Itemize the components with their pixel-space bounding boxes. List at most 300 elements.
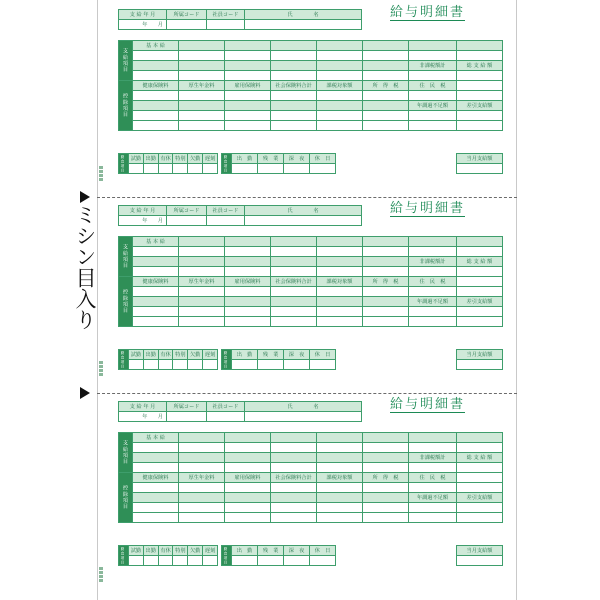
item-label	[225, 61, 271, 71]
value-cell	[179, 483, 225, 493]
value-cell	[409, 287, 457, 297]
header-cell: 社員コード	[207, 402, 245, 412]
item-label	[317, 61, 363, 71]
deduction-header: 雇用保険料	[225, 277, 271, 287]
value-cell	[143, 164, 158, 174]
value-cell	[203, 360, 218, 370]
item-label	[271, 101, 317, 111]
value-cell	[409, 483, 457, 493]
value-cell	[363, 483, 409, 493]
item-label	[271, 493, 317, 503]
value-cell	[179, 503, 225, 513]
attendance-header: 出勤	[143, 154, 158, 164]
attendance-header: 特別	[173, 350, 188, 360]
nontaxable-total-label: 非課税額計	[409, 453, 457, 463]
attendance-header: 有休	[158, 154, 173, 164]
deduction-header: 住 民 税	[409, 81, 457, 91]
value-cell	[317, 463, 363, 473]
value-cell	[317, 307, 363, 317]
value-cell	[271, 71, 317, 81]
value-cell	[409, 513, 457, 523]
value-cell	[457, 317, 503, 327]
value-cell	[409, 71, 457, 81]
deduction-header: 所 得 税	[363, 473, 409, 483]
payslip	[0, 196, 600, 391]
item-label	[133, 493, 179, 503]
deduction-header: 課税対象額	[317, 473, 363, 483]
value-cell	[310, 556, 336, 566]
value-cell	[363, 267, 409, 277]
attendance-header: 残 業	[258, 546, 284, 556]
item-label	[317, 101, 363, 111]
value-cell	[271, 267, 317, 277]
header-cell: 氏 名	[245, 402, 362, 412]
item-label	[363, 101, 409, 111]
value-cell	[133, 443, 179, 453]
value-cell	[317, 317, 363, 327]
attendance-header: 特別	[173, 546, 188, 556]
deduction-header: 社会保険料合計	[271, 277, 317, 287]
value-cell	[457, 473, 503, 483]
item-label	[179, 257, 225, 267]
value-cell	[173, 360, 188, 370]
item-label	[225, 493, 271, 503]
value-cell	[409, 91, 457, 101]
item-label	[179, 433, 225, 443]
deduction-header: 所 得 税	[363, 81, 409, 91]
deduction-header: 社会保険料合計	[271, 81, 317, 91]
month-label: 月	[157, 414, 163, 420]
value-cell	[363, 121, 409, 131]
value-cell	[409, 503, 457, 513]
value-cell	[173, 556, 188, 566]
value-cell	[179, 463, 225, 473]
header-cell: 所属コード	[167, 10, 207, 20]
value-cell	[317, 121, 363, 131]
value-cell	[363, 91, 409, 101]
value-cell	[363, 317, 409, 327]
value-cell	[271, 287, 317, 297]
item-label	[179, 297, 225, 307]
value-cell	[179, 317, 225, 327]
attendance-header: 出 勤	[232, 154, 258, 164]
value-cell	[225, 121, 271, 131]
value-cell	[129, 164, 144, 174]
year-label: 年	[142, 218, 148, 224]
input-cell	[207, 412, 245, 422]
item-label	[225, 433, 271, 443]
value-cell	[225, 71, 271, 81]
attendance-days-table	[118, 349, 218, 370]
value-cell	[457, 111, 503, 121]
slip-title: 給与明細書	[390, 201, 466, 216]
deduction-header: 住 民 税	[409, 473, 457, 483]
value-cell	[133, 307, 179, 317]
item-label	[133, 297, 179, 307]
value-cell	[457, 556, 503, 566]
value-cell	[158, 164, 173, 174]
value-cell	[457, 267, 503, 277]
payslip	[0, 392, 600, 587]
header-cell: 社員コード	[207, 206, 245, 216]
slip-title: 給与明細書	[390, 397, 466, 412]
value-cell	[457, 247, 503, 257]
item-label	[409, 433, 457, 443]
value-cell	[143, 360, 158, 370]
value-cell	[284, 556, 310, 566]
payment-section-label: 支給項目	[119, 433, 133, 473]
year-label: 年	[142, 414, 148, 420]
year-end-adjustment-label: 年調過不足額	[409, 493, 457, 503]
deduction-header: 健康保険料	[133, 81, 179, 91]
value-cell	[258, 556, 284, 566]
attendance-hours-table	[221, 153, 336, 174]
value-cell	[310, 164, 336, 174]
attendance-header: 深 夜	[284, 154, 310, 164]
attendance-header: 欠勤	[188, 154, 203, 164]
item-label	[225, 453, 271, 463]
value-cell	[179, 247, 225, 257]
item-label	[363, 433, 409, 443]
value-cell	[179, 287, 225, 297]
value-cell	[143, 556, 158, 566]
value-cell	[225, 287, 271, 297]
year-month-cell	[119, 216, 167, 226]
input-cell	[167, 20, 207, 30]
value-cell	[258, 360, 284, 370]
deduction-section-label: 控除項目	[119, 81, 133, 131]
header-cell: 社員コード	[207, 10, 245, 20]
input-cell	[245, 412, 362, 422]
value-cell	[179, 513, 225, 523]
input-cell	[245, 20, 362, 30]
value-cell	[133, 121, 179, 131]
item-label	[133, 257, 179, 267]
value-cell	[133, 51, 179, 61]
value-cell	[158, 556, 173, 566]
value-cell	[133, 91, 179, 101]
value-cell	[409, 317, 457, 327]
value-cell	[363, 307, 409, 317]
value-cell	[409, 307, 457, 317]
value-cell	[457, 483, 503, 493]
monthly-pay-label: 当月支給額	[457, 350, 503, 360]
item-label	[271, 257, 317, 267]
header-cell: 氏 名	[245, 206, 362, 216]
attendance-header: 出勤	[143, 350, 158, 360]
deduction-header: 所 得 税	[363, 277, 409, 287]
item-label	[225, 257, 271, 267]
base-salary-label: 基 本 給	[133, 41, 179, 51]
header-cell: 所属コード	[167, 206, 207, 216]
value-cell	[271, 463, 317, 473]
value-cell	[179, 91, 225, 101]
item-label	[225, 41, 271, 51]
value-cell	[188, 360, 203, 370]
item-label	[317, 493, 363, 503]
deduction-header: 社会保険料合計	[271, 473, 317, 483]
header-table	[118, 9, 362, 30]
attendance-header: 出 勤	[232, 546, 258, 556]
value-cell	[457, 91, 503, 101]
value-cell	[203, 556, 218, 566]
item-label	[225, 237, 271, 247]
deduction-header: 厚生年金料	[179, 277, 225, 287]
attendance-header: 欠勤	[188, 350, 203, 360]
value-cell	[409, 111, 457, 121]
value-cell	[232, 164, 258, 174]
item-label	[271, 61, 317, 71]
value-cell	[317, 71, 363, 81]
value-cell	[225, 91, 271, 101]
value-cell	[317, 443, 363, 453]
item-label	[179, 493, 225, 503]
item-label	[317, 453, 363, 463]
gross-pay-label: 総 支 給 額	[457, 453, 503, 463]
value-cell	[457, 463, 503, 473]
nontaxable-total-label: 非課税額計	[409, 61, 457, 71]
header-cell: 氏 名	[245, 10, 362, 20]
deduction-header: 厚生年金料	[179, 473, 225, 483]
attendance-section-label: 勤怠項目	[222, 350, 232, 370]
value-cell	[363, 247, 409, 257]
attendance-header: 出勤	[143, 546, 158, 556]
header-cell: 所属コード	[167, 402, 207, 412]
attendance-header: 有休	[158, 546, 173, 556]
attendance-header: 残 業	[258, 350, 284, 360]
value-cell	[133, 247, 179, 257]
attendance-header: 特別	[173, 154, 188, 164]
value-cell	[409, 51, 457, 61]
value-cell	[232, 360, 258, 370]
value-cell	[457, 81, 503, 91]
nontaxable-total-label: 非課税額計	[409, 257, 457, 267]
value-cell	[409, 247, 457, 257]
value-cell	[317, 91, 363, 101]
value-cell	[225, 307, 271, 317]
main-table	[118, 432, 503, 523]
item-label	[179, 101, 225, 111]
value-cell	[179, 307, 225, 317]
value-cell	[457, 71, 503, 81]
value-cell	[457, 503, 503, 513]
value-cell	[457, 360, 503, 370]
item-label	[363, 41, 409, 51]
attendance-header: 試勤	[129, 546, 144, 556]
attendance-days-table	[118, 153, 218, 174]
item-label	[271, 433, 317, 443]
value-cell	[129, 556, 144, 566]
value-cell	[179, 121, 225, 131]
value-cell	[133, 287, 179, 297]
attendance-section-label: 勤怠項目	[119, 350, 129, 370]
value-cell	[179, 71, 225, 81]
value-cell	[317, 287, 363, 297]
value-cell	[271, 247, 317, 257]
header-table	[118, 205, 362, 226]
item-label	[271, 297, 317, 307]
value-cell	[203, 164, 218, 174]
value-cell	[363, 463, 409, 473]
attendance-header: 休 日	[310, 154, 336, 164]
value-cell	[133, 317, 179, 327]
deduction-header: 厚生年金料	[179, 81, 225, 91]
value-cell	[158, 360, 173, 370]
attendance-header: 遅刻	[203, 154, 218, 164]
header-cell: 支 給 年 月	[119, 206, 167, 216]
value-cell	[271, 483, 317, 493]
payslip	[0, 0, 600, 195]
attendance-section-label: 勤怠項目	[222, 546, 232, 566]
year-label: 年	[142, 22, 148, 28]
value-cell	[225, 513, 271, 523]
value-cell	[225, 463, 271, 473]
value-cell	[271, 317, 317, 327]
base-salary-label: 基 本 給	[133, 433, 179, 443]
header-cell: 支 給 年 月	[119, 10, 167, 20]
value-cell	[129, 360, 144, 370]
attendance-header: 試勤	[129, 154, 144, 164]
deduction-header: 健康保険料	[133, 473, 179, 483]
value-cell	[317, 51, 363, 61]
value-cell	[363, 71, 409, 81]
input-cell	[207, 20, 245, 30]
value-cell	[188, 556, 203, 566]
value-cell	[317, 483, 363, 493]
value-cell	[271, 121, 317, 131]
value-cell	[188, 164, 203, 174]
item-label	[317, 433, 363, 443]
item-label	[179, 41, 225, 51]
net-pay-label: 差引支給額	[457, 101, 503, 111]
value-cell	[271, 443, 317, 453]
item-label	[457, 433, 503, 443]
attendance-header: 深 夜	[284, 546, 310, 556]
value-cell	[133, 513, 179, 523]
year-end-adjustment-label: 年調過不足額	[409, 297, 457, 307]
item-label	[133, 453, 179, 463]
value-cell	[317, 503, 363, 513]
deduction-header: 課税対象額	[317, 81, 363, 91]
deduction-header: 健康保険料	[133, 277, 179, 287]
item-label	[363, 453, 409, 463]
attendance-hours-table	[221, 545, 336, 566]
payment-section-label: 支給項目	[119, 237, 133, 277]
attendance-header: 有休	[158, 350, 173, 360]
value-cell	[225, 267, 271, 277]
value-cell	[225, 503, 271, 513]
deduction-header: 雇用保険料	[225, 81, 271, 91]
item-label	[133, 61, 179, 71]
item-label	[363, 493, 409, 503]
attendance-section-label: 勤怠項目	[222, 154, 232, 174]
value-cell	[271, 513, 317, 523]
value-cell	[271, 307, 317, 317]
value-cell	[179, 267, 225, 277]
item-label	[409, 237, 457, 247]
value-cell	[457, 121, 503, 131]
value-cell	[271, 503, 317, 513]
input-cell	[167, 216, 207, 226]
item-label	[317, 257, 363, 267]
value-cell	[457, 307, 503, 317]
header-table	[118, 401, 362, 422]
item-label	[133, 101, 179, 111]
value-cell	[457, 287, 503, 297]
main-table	[118, 236, 503, 327]
item-label	[271, 453, 317, 463]
value-cell	[317, 267, 363, 277]
value-cell	[457, 513, 503, 523]
month-label: 月	[157, 218, 163, 224]
attendance-header: 休 日	[310, 350, 336, 360]
monthly-pay-table	[456, 153, 503, 174]
attendance-hours-table	[221, 349, 336, 370]
value-cell	[363, 513, 409, 523]
attendance-header: 残 業	[258, 154, 284, 164]
value-cell	[225, 317, 271, 327]
attendance-header: 出 勤	[232, 350, 258, 360]
value-cell	[271, 91, 317, 101]
value-cell	[179, 111, 225, 121]
value-cell	[173, 164, 188, 174]
attendance-section-label: 勤怠項目	[119, 546, 129, 566]
value-cell	[409, 443, 457, 453]
attendance-header: 深 夜	[284, 350, 310, 360]
item-label	[317, 237, 363, 247]
item-label	[179, 61, 225, 71]
item-label	[179, 237, 225, 247]
value-cell	[284, 164, 310, 174]
item-label	[409, 41, 457, 51]
item-label	[363, 61, 409, 71]
attendance-header: 休 日	[310, 546, 336, 556]
monthly-pay-table	[456, 349, 503, 370]
item-label	[317, 297, 363, 307]
value-cell	[457, 443, 503, 453]
perforation-label: ミシン目入り	[73, 204, 97, 330]
year-end-adjustment-label: 年調過不足額	[409, 101, 457, 111]
input-cell	[245, 216, 362, 226]
deduction-header: 雇用保険料	[225, 473, 271, 483]
year-month-cell	[119, 412, 167, 422]
monthly-pay-label: 当月支給額	[457, 154, 503, 164]
month-label: 月	[157, 22, 163, 28]
value-cell	[133, 483, 179, 493]
value-cell	[271, 111, 317, 121]
item-label	[271, 237, 317, 247]
gross-pay-label: 総 支 給 額	[457, 257, 503, 267]
attendance-header: 遅刻	[203, 350, 218, 360]
value-cell	[133, 71, 179, 81]
input-cell	[167, 412, 207, 422]
item-label	[179, 453, 225, 463]
item-label	[363, 297, 409, 307]
item-label	[363, 257, 409, 267]
slip-title: 給与明細書	[390, 5, 466, 20]
attendance-days-table	[118, 545, 218, 566]
value-cell	[409, 463, 457, 473]
attendance-header: 試勤	[129, 350, 144, 360]
monthly-pay-table	[456, 545, 503, 566]
value-cell	[258, 164, 284, 174]
gross-pay-label: 総 支 給 額	[457, 61, 503, 71]
payment-section-label: 支給項目	[119, 41, 133, 81]
value-cell	[271, 51, 317, 61]
value-cell	[225, 51, 271, 61]
value-cell	[457, 164, 503, 174]
deduction-header: 住 民 税	[409, 277, 457, 287]
